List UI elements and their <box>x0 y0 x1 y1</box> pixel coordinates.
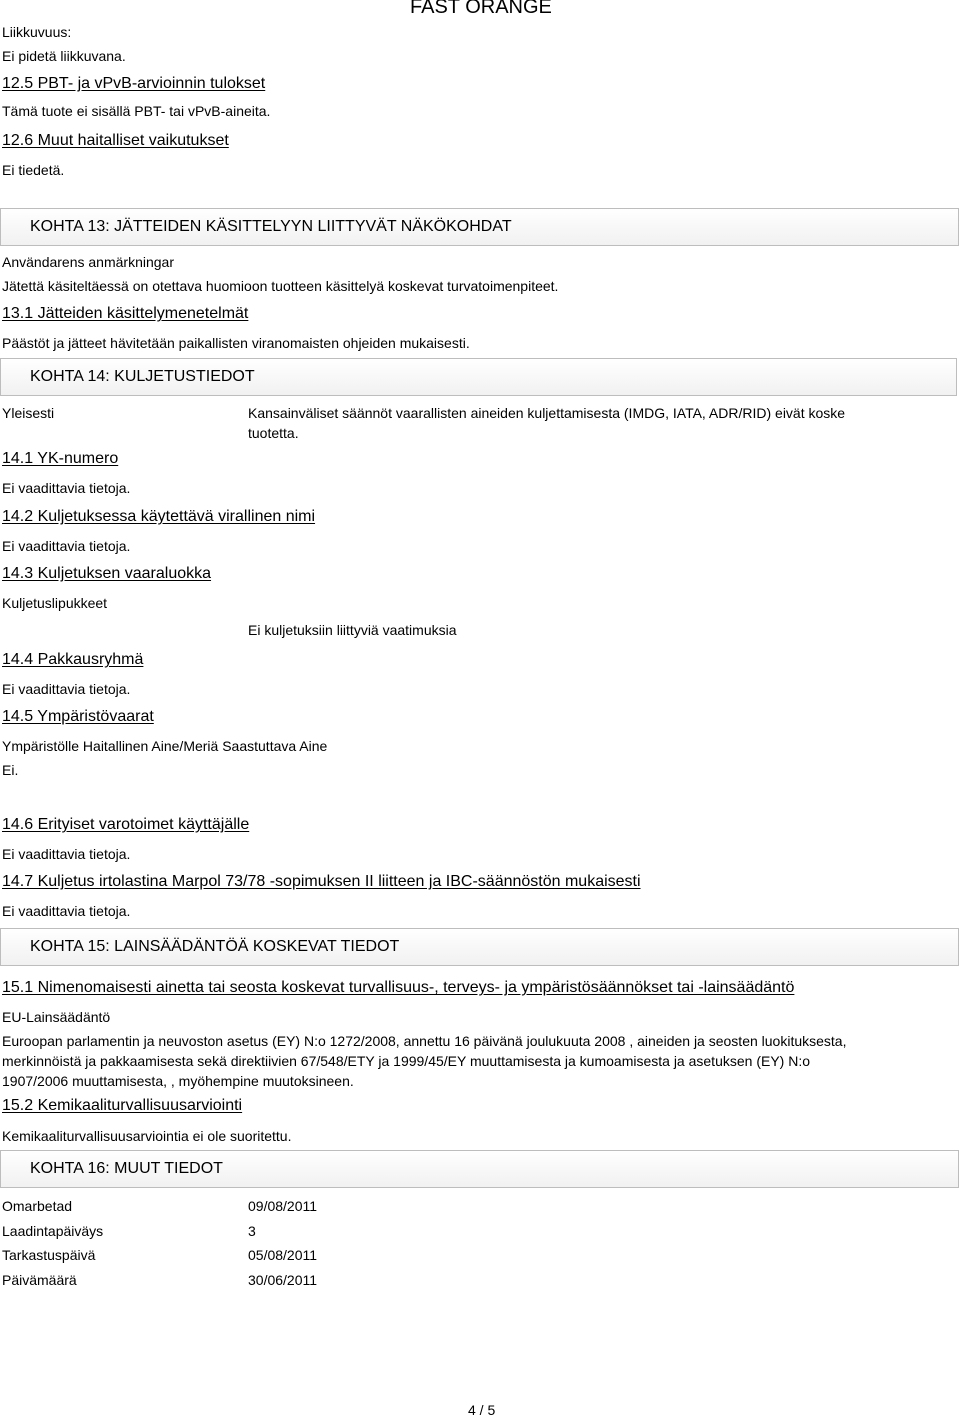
heading-14-3: 14.3 Kuljetuksen vaaraluokka <box>2 565 212 582</box>
heading-14-2: 14.2 Kuljetuksessa käytettävä virallinen nimi <box>2 508 316 525</box>
text-14-7: Ei vaadittavia tietoja. <box>2 903 131 919</box>
text-13-1: Päästöt ja jätteet hävitetään paikallisten viranomaisten ohjeiden mukaisesti. <box>2 335 470 351</box>
heading-14-4: 14.4 Pakkausryhmä <box>2 651 144 668</box>
text-12-6: Ei tiedetä. <box>2 162 65 178</box>
heading-12-5: 12.5 PBT- ja vPvB-arvioinnin tulokset <box>2 75 266 92</box>
revision-number-label: Laadintapäiväys <box>2 1223 104 1239</box>
section-13-title: KOHTA 13: JÄTTEIDEN KÄSITTELYYN LIITTYVÄT NÄKÖKOHDAT <box>30 218 512 235</box>
revision-number-value: 3 <box>248 1223 256 1239</box>
eu-legislation-line-2: merkinnöistä ja pakkaamisesta sekä direktiivien 67/548/ETY ja 1999/45/EY muuttamisesta ja kumoamisesta ja asetuksen (EY) N:o <box>2 1053 810 1069</box>
heading-15-1: 15.1 Nimenomaisesti ainetta tai seosta koskevat turvallisuus-, terveys- ja ympäristösäännökset tai -lainsäädäntö <box>2 979 795 996</box>
section-16-banner <box>0 1150 959 1188</box>
revision-value: 09/08/2011 <box>248 1198 318 1214</box>
heading-12-6: 12.6 Muut haitalliset vaikutukset <box>2 132 229 149</box>
user-notes-label: Användarens anmärkningar <box>2 254 174 270</box>
mobility-label: Liikkuvuus: <box>2 24 72 40</box>
general-label: Yleisesti <box>2 405 55 421</box>
text-14-6: Ei vaadittavia tietoja. <box>2 846 131 862</box>
transport-labels-label: Kuljetuslipukkeet <box>2 595 108 611</box>
heading-14-1: 14.1 YK-numero <box>2 450 119 467</box>
general-text-line-2: tuotetta. <box>248 425 299 441</box>
eu-legislation-label: EU-Lainsäädäntö <box>2 1009 111 1025</box>
section-16-title: KOHTA 16: MUUT TIEDOT <box>30 1160 223 1177</box>
env-hazard-value: Ei. <box>2 762 19 778</box>
heading-14-6: 14.6 Erityiset varotoimet käyttäjälle <box>2 816 250 833</box>
heading-13-1: 13.1 Jätteiden käsittelymenetelmät <box>2 305 249 322</box>
mobility-value: Ei pidetä liikkuvana. <box>2 48 126 64</box>
heading-14-7: 14.7 Kuljetus irtolastina Marpol 73/78 -sopimuksen II liitteen ja IBC-säännöstön mukaisesti <box>2 873 641 890</box>
review-date-value: 05/08/2011 <box>248 1247 318 1263</box>
heading-15-2: 15.2 Kemikaaliturvallisuusarviointi <box>2 1097 243 1114</box>
env-hazard-label: Ympäristölle Haitallinen Aine/Meriä Saastuttava Aine <box>2 738 328 754</box>
section-14-banner <box>0 358 957 396</box>
user-notes-text: Jätettä käsiteltäessä on otettava huomioon tuotteen käsittelyä koskevat turvatoimenpiteet. <box>2 278 559 294</box>
eu-legislation-line-1: Euroopan parlamentin ja neuvoston asetus (EY) N:o 1272/2008, annettu 16 päivänä joulukuuta 2008 , aineiden ja seosten luokituksesta, <box>2 1033 847 1049</box>
text-14-2: Ei vaadittavia tietoja. <box>2 538 131 554</box>
eu-legislation-line-3: 1907/2006 muuttamisesta, , myöhempine muutoksineen. <box>2 1073 354 1089</box>
text-14-1: Ei vaadittavia tietoja. <box>2 480 131 496</box>
heading-14-5: 14.5 Ympäristövaarat <box>2 708 154 725</box>
review-date-label: Tarkastuspäivä <box>2 1247 96 1263</box>
section-15-banner <box>0 928 959 966</box>
section-13-banner <box>0 208 959 246</box>
general-text-line-1: Kansainväliset säännöt vaarallisten aineiden kuljettamisesta (IMDG, IATA, ADR/RID) eivät koske <box>248 405 846 421</box>
page-number: 4 / 5 <box>468 1402 496 1418</box>
section-14-title: KOHTA 14: KULJETUSTIEDOT <box>30 368 255 385</box>
text-14-4: Ei vaadittavia tietoja. <box>2 681 131 697</box>
transport-labels-text: Ei kuljetuksiin liittyviä vaatimuksia <box>248 622 457 638</box>
product-title: FAST ORANGE <box>410 0 552 18</box>
text-15-2: Kemikaaliturvallisuusarviointia ei ole suoritettu. <box>2 1128 292 1144</box>
section-15-title: KOHTA 15: LAINSÄÄDÄNTÖÄ KOSKEVAT TIEDOT <box>30 938 400 955</box>
revision-label: Omarbetad <box>2 1198 73 1214</box>
date-value: 30/06/2011 <box>248 1272 318 1288</box>
date-label: Päivämäärä <box>2 1272 77 1288</box>
text-12-5: Tämä tuote ei sisällä PBT- tai vPvB-aineita. <box>2 103 271 119</box>
